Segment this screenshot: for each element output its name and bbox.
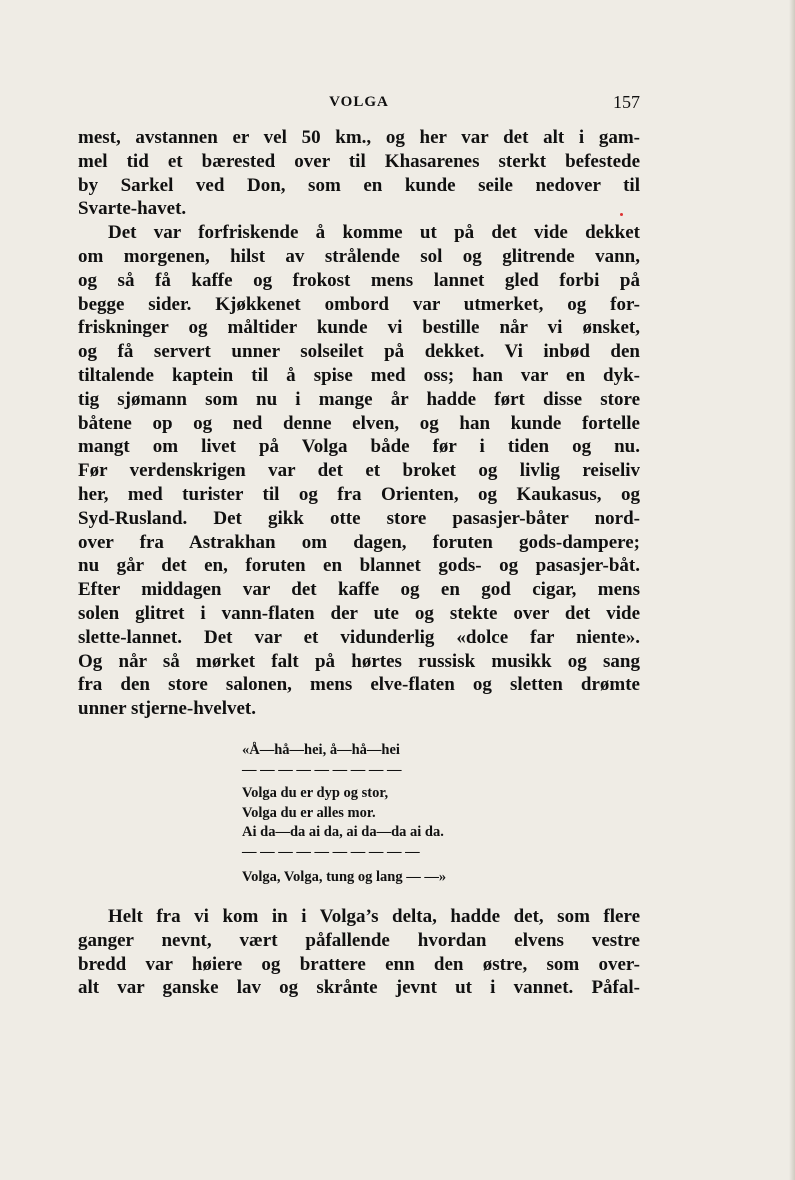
- text-line: Og når så mørket falt på hørtes russisk musikk og sang: [78, 650, 640, 672]
- text-line: Syd-Rusland. Det gikk otte store pasasjer-båter nord-: [78, 507, 640, 529]
- text-line: over fra Astrakhan om dagen, foruten gods-dampere;: [78, 531, 640, 553]
- text-line: mangt om livet på Volga både før i tiden og nu.: [78, 436, 640, 458]
- text-line: unner stjerne-hvelvet.: [78, 698, 257, 720]
- paragraph-2: [78, 221, 640, 721]
- poem-dashes: — — — — — — — — — —: [242, 843, 420, 860]
- poem-line: Ai da—da ai da, ai da—da ai da.: [242, 824, 444, 840]
- text-line: Før verdenskrigen var det et broket og livlig reiseliv: [78, 460, 640, 482]
- page-number: 157: [613, 92, 640, 112]
- paper-speck: [620, 213, 623, 216]
- text-line: tig sjømann som nu i mange år hadde ført disse store: [78, 388, 640, 410]
- page-edge-shadow: [789, 0, 795, 1180]
- poem-line: Volga du er alles mor.: [242, 804, 376, 821]
- text-line: om morgenen, hilst av strålende sol og glitrende vann,: [78, 245, 640, 267]
- poem-line: Volga, Volga, tung og lang — —»: [242, 869, 447, 885]
- text-line: bredd var høiere og brattere enn den østre, som over-: [78, 953, 640, 975]
- text-line: ganger nevnt, vært påfallende hvordan elvens vestre: [78, 929, 640, 951]
- text-line: tiltalende kaptein til å spise med oss; han var en dyk-: [78, 364, 640, 386]
- text-line: by Sarkel ved Don, som en kunde seile nedover til: [78, 174, 640, 196]
- text-line: Efter middagen var det kaffe og en god cigar, mens: [78, 579, 640, 601]
- text-line: mest, avstannen er vel 50 km., og her var det alt i gam-: [78, 127, 640, 148]
- text-line: Det var forfriskende å komme ut på det vide dekket: [108, 222, 640, 244]
- poem-dashes: — — — — — — — — —: [242, 761, 402, 778]
- text-line: friskninger og måltider kunde vi bestille når vi ønsket,: [78, 317, 640, 339]
- text-line: mel tid et bærested over til Khasarenes sterkt befestede: [78, 150, 640, 172]
- paragraph-3: [78, 905, 640, 1000]
- text-line: Helt fra vi kom in i Volga’s delta, hadde det, som flere: [108, 906, 640, 927]
- page-header: [78, 92, 640, 116]
- poem-verse: [242, 741, 542, 888]
- text-line: og så få kaffe og frokost mens lannet gled forbi på: [78, 269, 640, 291]
- poem-line: Volga du er dyp og stor,: [242, 785, 389, 801]
- text-line: alt var ganske lav og skrånte jevnt ut i vannet. Påfal-: [78, 977, 640, 999]
- text-line: fra den store salonen, mens elve-flaten og sletten drømte: [78, 674, 640, 696]
- main-text: [78, 126, 640, 721]
- poem-line: «Å—hå—hei, å—hå—hei: [242, 742, 400, 758]
- text-line: båtene op og ned denne elven, og han kunde fortelle: [78, 412, 640, 434]
- text-line: her, med turister til og fra Orienten, og Kaukasus, og: [78, 483, 640, 505]
- text-line: begge sider. Kjøkkenet ombord var utmerket, og for-: [78, 293, 640, 315]
- text-line: solen glitret i vann-flaten der ute og stekte over det vide: [78, 602, 640, 624]
- text-line: slette-lannet. Det var et vidunderlig «dolce far niente».: [78, 626, 640, 648]
- running-title: VOLGA: [329, 94, 389, 110]
- text-line: Svarte-havet.: [78, 198, 187, 220]
- text-line: og få servert unner solseilet på dekket. Vi inbød den: [78, 341, 640, 363]
- text-line: nu går det en, foruten en blannet gods- og pasasjer-båt.: [78, 555, 640, 577]
- paragraph-1: [78, 126, 640, 221]
